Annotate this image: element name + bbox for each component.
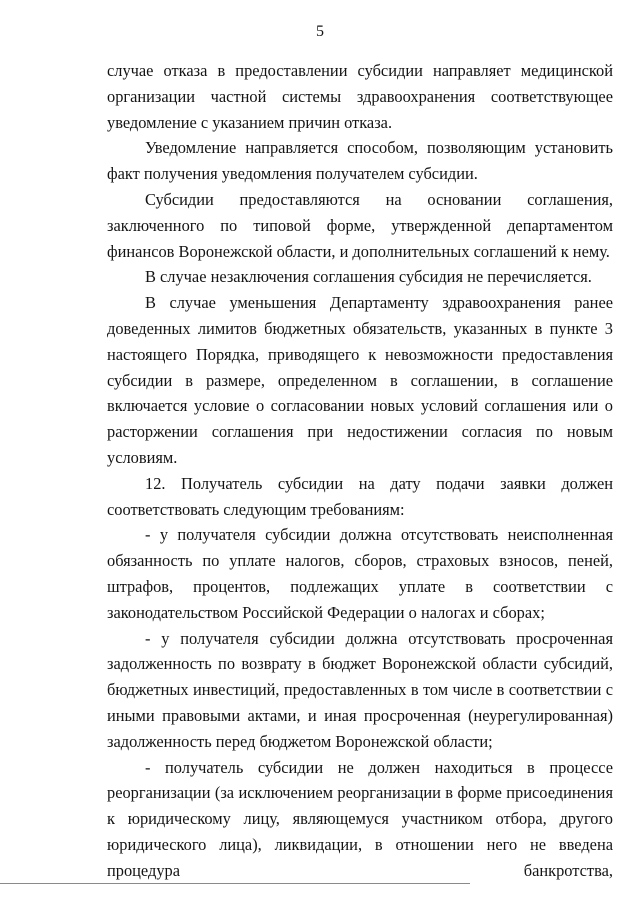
paragraph-agreement-basis: Субсидии предоставляются на основании соглашения, заключенного по типовой форме, утвержденной департаментом финансов Воронежской области, и дополнительных соглашений к нему. xyxy=(107,189,613,261)
paragraph-requirements-heading: 12. Получатель субсидии на дату подачи заявки должен соответствовать следующим требованиям: xyxy=(107,473,613,519)
paragraph-limit-reduction: В случае уменьшения Департаменту здравоохранения ранее доведенных лимитов бюджетных обязательств, указанных в пункте 3 настоящего Порядка, приводящего к невозможности предоставления субсидии в размере, определенном в соглашении, в соглашение включается условие о согласовании новых условий соглашения или о расторжении соглашения при недостижении согласия по новым условиям. xyxy=(107,293,613,467)
document-body xyxy=(107,58,613,884)
paragraph-notification-method: Уведомление направляется способом, позволяющим установить факт получения уведомления получателем субсидии. xyxy=(107,138,613,184)
bottom-rule xyxy=(0,883,470,884)
paragraph-no-agreement: В случае незаключения соглашения субсидия не перечисляется. xyxy=(145,267,592,287)
page-number: 5 xyxy=(316,23,324,40)
paragraph-requirement-reorganization: - получатель субсидии не должен находиться в процессе реорганизации (за исключением реорганизации в форме присоединения к юридическому лицу, являющемуся участником отбора, другого юридического лица), ликвидации, в отношении него не введена процедура банкротства, xyxy=(107,757,613,880)
paragraph-requirement-debt: - у получателя субсидии должна отсутствовать просроченная задолженность по возврату в бюджет Воронежской области субсидий, бюджетных инвестиций, предоставленных в том числе в соответствии с иными правовыми актами, и иная просроченная (неурегулированная) задолженность перед бюджетом Воронежской области; xyxy=(107,628,613,751)
paragraph-refusal-notice: случае отказа в предоставлении субсидии направляет медицинской организации частной системы здравоохранения соответствующее уведомление с указанием причин отказа. xyxy=(107,61,613,132)
paragraph-requirement-taxes: - у получателя субсидии должна отсутствовать неисполненная обязанность по уплате налогов, сборов, страховых взносов, пеней, штрафов, процентов, подлежащих уплате в соответствии с законодательством Российской Федерации о налогах и сборах; xyxy=(107,525,613,622)
